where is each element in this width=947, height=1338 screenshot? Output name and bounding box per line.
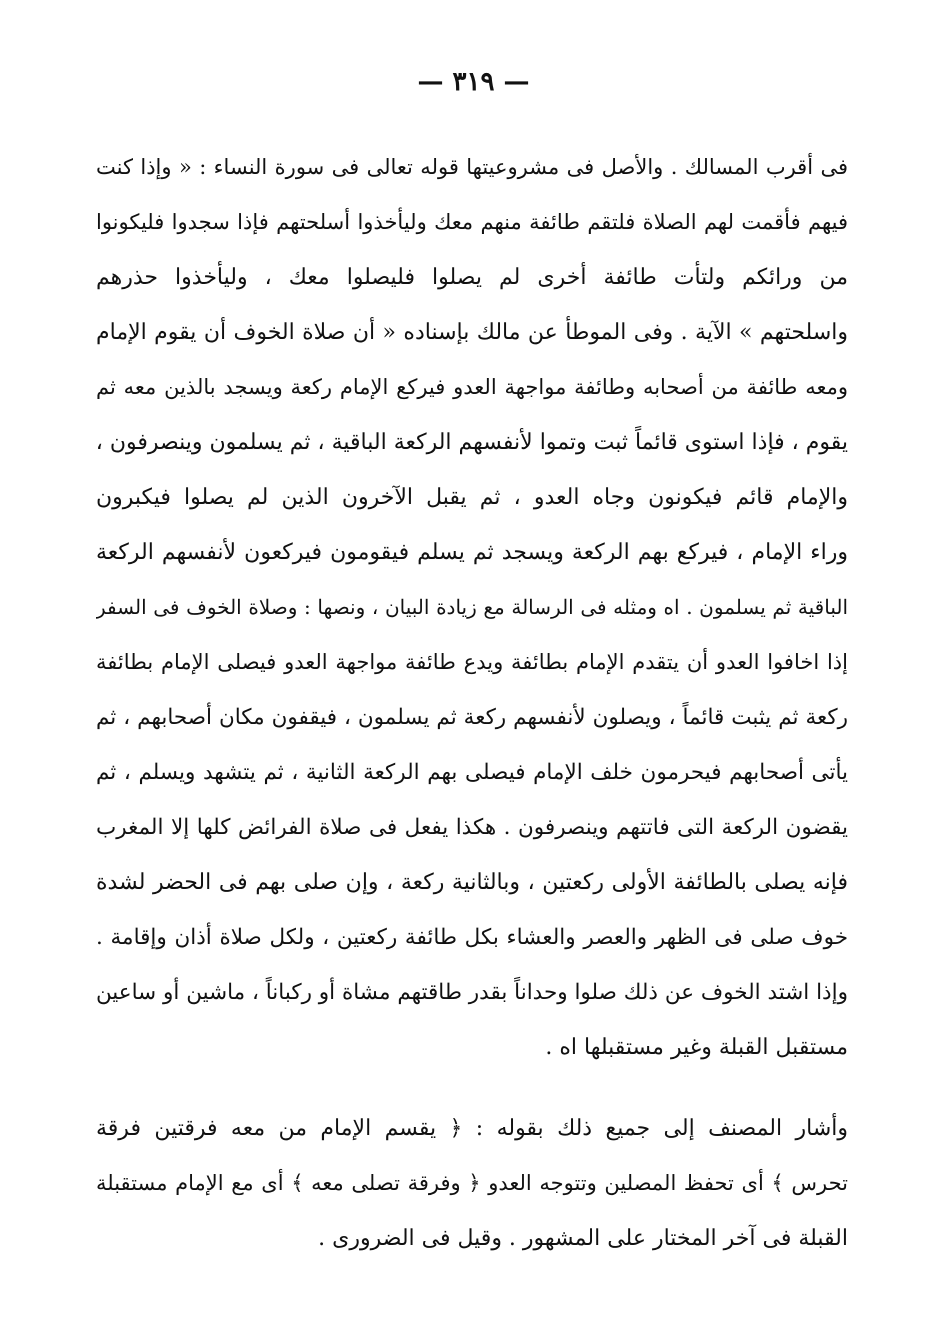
text-line: إذا اخافوا العدو أن يتقدم الإمام بطائفة ويدع طائفة مواجهة العدو فيصلى الإمام بطائفة bbox=[96, 650, 848, 674]
paragraph-end-line: القبلة فى آخر المختار على المشهور . وقيل فى الضرورى . bbox=[318, 1226, 848, 1251]
text-line: خوف صلى فى الظهر والعصر والعشاء بكل طائفة ركعتين ، ولكل صلاة أذان وإقامة . bbox=[96, 925, 848, 950]
text-line: فإنه يصلى بالطائفة الأولى ركعتين ، وبالثانية ركعة ، وإن صلى بهم فى الحضر لشدة bbox=[96, 870, 848, 895]
text-line: وراء الإمام ، فيركع بهم الركعة ويسجد ثم يسلم فيقومون فيركعون لأنفسهم الركعة bbox=[96, 540, 848, 565]
text-line: فيهم فأقمت لهم الصلاة فلتقم طائفة منهم معك وليأخذوا أسلحتهم فإذا سجدوا فليكونوا bbox=[96, 210, 848, 234]
text-line: واسلحتهم » الآية . وفى الموطأ عن مالك بإسناده « أن صلاة الخوف أن يقوم الإمام bbox=[96, 320, 848, 345]
page-number: — ٣١٩ — bbox=[417, 67, 530, 97]
text-line: وأشار المصنف إلى جميع ذلك بقوله : ﴿ يقسم الإمام من معه فرقتين فرقة bbox=[96, 1116, 848, 1141]
body-text bbox=[96, 140, 848, 1266]
text-line: يقضون الركعة التى فاتتهم وينصرفون . هكذا يفعل فى صلاة الفرائض كلها إلا المغرب bbox=[96, 815, 848, 840]
text-line: يأتى أصحابهم فيحرمون خلف الإمام فيصلى بهم الركعة الثانية ، ثم يتشهد ويسلم ، ثم bbox=[96, 760, 848, 785]
paragraph-end-line: مستقبل القبلة وغير مستقبلها اه . bbox=[545, 1035, 848, 1060]
text-line: وإذا اشتد الخوف عن ذلك صلوا وحداناً بقدر طاقتهم مشاة أو ركباناً ، ماشين أو ساعين bbox=[96, 980, 848, 1005]
text-line: تحرس ﴾ أى تحفظ المصلين وتتوجه العدو ﴿ وفرقة تصلى معه ﴾ أى مع الإمام مستقبلة bbox=[96, 1171, 848, 1195]
text-line: والإمام قائم فيكونون وجاه العدو ، ثم يقبل الآخرون الذين لم يصلوا فيكبرون bbox=[96, 485, 848, 510]
text-line: من ورائكم ولتأت طائفة أخرى لم يصلوا فليصلوا معك ، وليأخذوا حذرهم bbox=[96, 265, 848, 290]
text-line: ومعه طائفة من أصحابه وطائفة مواجهة العدو فيركع الإمام ركعة ويسجد بالذين معه ثم bbox=[96, 375, 848, 399]
text-line: الباقية ثم يسلمون . اه ومثله فى الرسالة مع زيادة البيان ، ونصها : وصلاة الخوف فى السفر bbox=[96, 595, 848, 619]
text-line: ركعة ثم يثبت قائماً ، ويصلون لأنفسهم ركعة ثم يسلمون ، فيقفون مكان أصحابهم ، ثم bbox=[96, 705, 848, 730]
text-line: فى أقرب المسالك . والأصل فى مشروعيتها قوله تعالى فى سورة النساء : « وإذا كنت bbox=[96, 155, 848, 179]
text-line: يقوم ، فإذا استوى قائماً ثبت وتموا لأنفسهم الركعة الباقية ، ثم يسلمون وينصرفون ، bbox=[96, 430, 848, 455]
